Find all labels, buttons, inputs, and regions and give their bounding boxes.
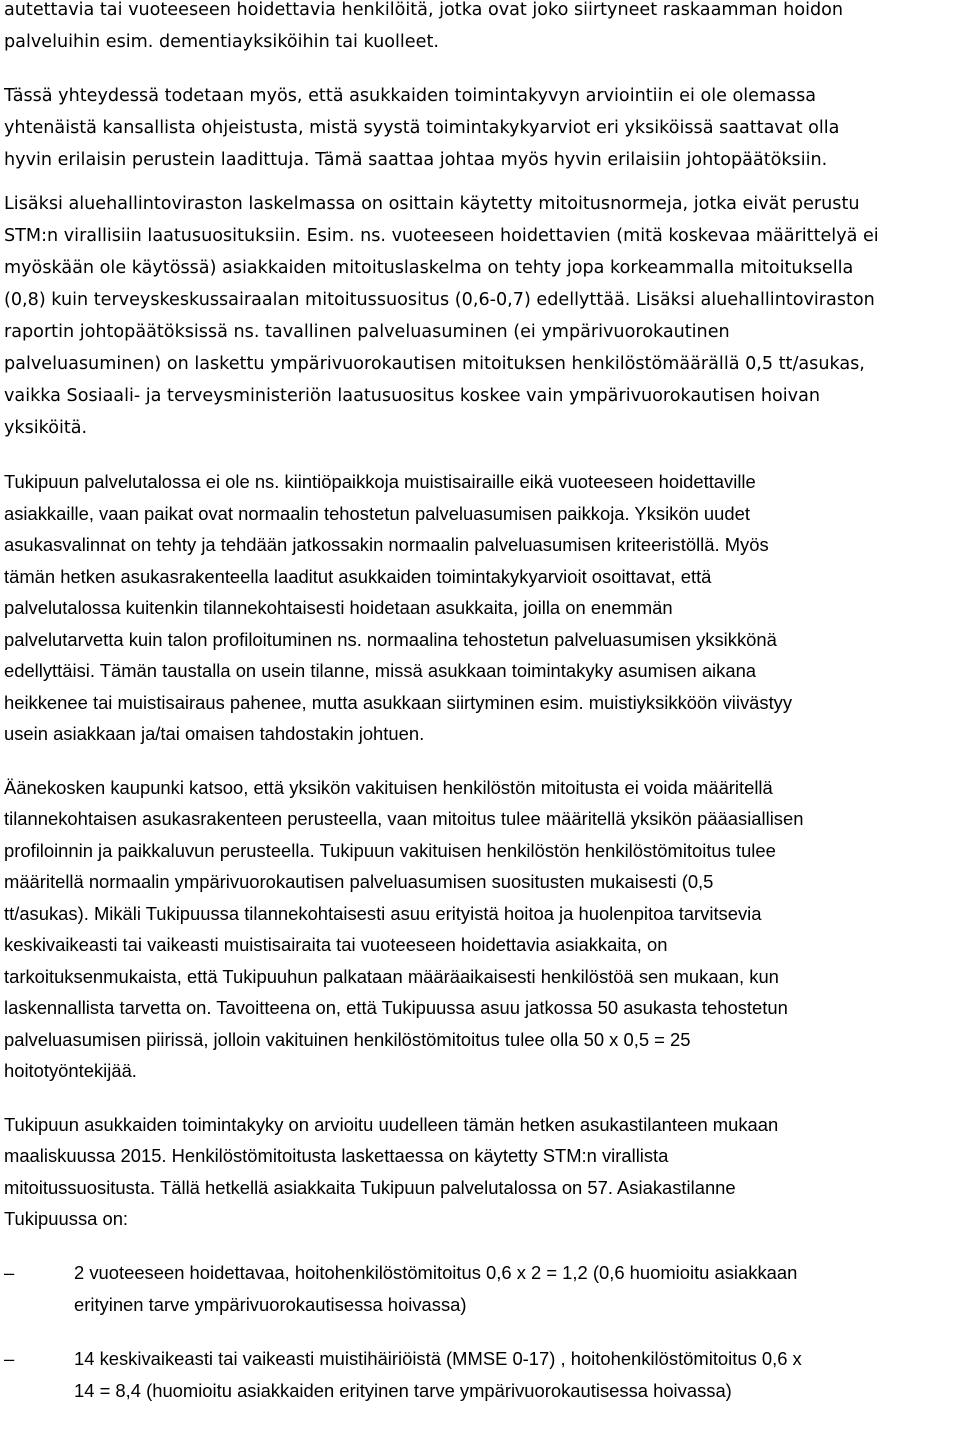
document-page — [4, 0, 956, 1429]
text-line: 14 keskivaikeasti tai vaikeasti muistihäiriöistä (MMSE 0-17) , hoitohenkilöstömitoitus 0,6 x — [74, 1347, 802, 1369]
text-line: määritellä normaalin ympärivuorokautisen palveluasumisen suositusten mukaisesti (0,5 — [4, 871, 714, 892]
text-line: tämän hetken asukasrakenteella laaditut asukkaiden toimintakykyarvioit osoittavat, että — [4, 565, 712, 587]
paragraph-4 — [4, 466, 956, 750]
text-line: Tukipuun asukkaiden toimintakyky on arvioitu uudelleen tämän hetken asukastilanteen mukaan — [4, 1113, 779, 1135]
text-line: Äänekosken kaupunki katsoo, että yksikön vakituisen henkilöstön mitoitusta ei voida määritellä — [4, 776, 773, 798]
text-line: Tässä yhteydessä todetaan myös, että asukkaiden toimintakyvyn arviointiin ei ole olemassa — [4, 86, 817, 106]
dash-bullet-icon: – — [4, 1261, 15, 1283]
text-line: myöskään ole käytössä) asiakkaiden mitoituslaskelma on tehty jopa korkeammalla mitoituksella — [4, 258, 854, 278]
text-line: Tukipuun palvelutalossa ei ole ns. kiintiöpaikkoja muistisairaille eikä vuoteeseen hoidettaville — [4, 471, 756, 492]
paragraph-1 — [4, 0, 956, 58]
text-line: palvelutarvetta kuin talon profiloituminen ns. normaalina tehostetun palveluasumisen yksikkönä — [4, 628, 777, 650]
text-line: heikkenee tai muistisairaus pahenee, mutta asukkaan siirtyminen esim. muistiyksikköön viivästyy — [4, 691, 793, 713]
list-item — [4, 1343, 956, 1407]
text-line: tt/asukas). Mikäli Tukipuussa tilannekohtaisesti asuu erityistä hoitoa ja huolenpitoa tarvitsevia — [4, 902, 762, 924]
text-line: profiloinnin ja paikkaluvun perusteella. Tukipuun vakituisen henkilöstön henkilöstömitoitus tulee — [4, 839, 776, 861]
text-line: hyvin erilaisin perustein laadittuja. Tämä saattaa johtaa myös hyvin erilaisiin johtopäätöksiin. — [4, 150, 828, 170]
text-line: (0,8) kuin terveyskeskussairaalan mitoitussuositus (0,6-0,7) edellyttää. Lisäksi aluehallintoviraston — [4, 290, 875, 310]
text-line: hoitotyöntekijää. — [4, 1060, 137, 1081]
text-line: laskennallista tarvetta on. Tavoitteena on, että Tukipuussa asuu jatkossa 50 asukasta tehostetun — [4, 997, 788, 1018]
paragraph-5 — [4, 772, 956, 1087]
text-line: asiakkaille, vaan paikat ovat normaalin tehostetun palveluasumisen paikkoja. Yksikön uudet — [4, 502, 750, 524]
text-line: raportin johtopäätöksissä ns. tavallinen palveluasuminen (ei ympärivuorokautinen — [4, 322, 730, 342]
text-line: vaikka Sosiaali- ja terveysministeriön laatusuositus koskee vain ympärivuorokautisen hoivan — [4, 386, 821, 406]
text-line: erityinen tarve ympärivuorokautisessa hoivassa) — [74, 1293, 467, 1315]
text-line: 14 = 8,4 (huomioitu asiakkaiden erityinen tarve ympärivuorokautisessa hoivassa) — [74, 1379, 732, 1401]
text-line: edellyttäisi. Tämän taustalla on usein tilanne, missä asukkaan toimintakyky asumisen aikana — [4, 660, 757, 681]
text-line: palveluihin esim. dementiayksiköihin tai kuolleet. — [4, 32, 439, 52]
text-line: Tukipuussa on: — [4, 1208, 129, 1229]
text-line: STM:n virallisiin laatusuosituksiin. Esim. ns. vuoteeseen hoidettavien (mitä koskevaa määrittelyä ei — [4, 226, 879, 246]
text-line: autettavia tai vuoteeseen hoidettavia henkilöitä, jotka ovat joko siirtyneet raskaamman hoidon — [4, 0, 844, 20]
bullet-list — [4, 1257, 956, 1407]
text-line: yhtenäistä kansallista ohjeistusta, mistä syystä toimintakykyarviot eri yksiköissä saattavat olla — [4, 118, 840, 138]
text-line: Lisäksi aluehallintoviraston laskelmassa on osittain käytetty mitoitusnormeja, jotka eivät perustu — [4, 194, 860, 214]
text-line: tarkoituksenmukaista, että Tukipuuhun palkataan määräaikaisesti henkilöstöä sen mukaan, kun — [4, 965, 779, 987]
text-line: palveluasumisen piirissä, jolloin vakituinen henkilöstömitoitus tulee olla 50 x 0,5 = 25 — [4, 1028, 691, 1050]
paragraph-3 — [4, 188, 956, 444]
text-line: palveluasuminen) on laskettu ympärivuorokautisen mitoituksen henkilöstömäärällä 0,5 tt/asukas, — [4, 354, 865, 374]
text-line: mitoitussuositusta. Tällä hetkellä asiakkaita Tukipuun palvelutalossa on 57. Asiakastilanne — [4, 1176, 736, 1198]
paragraph-6 — [4, 1109, 956, 1235]
text-line: keskivaikeasti tai vaikeasti muistisairaita tai vuoteeseen hoidettavia asiakkaita, on — [4, 934, 668, 955]
dash-bullet-icon: – — [4, 1347, 15, 1369]
text-line: usein asiakkaan ja/tai omaisen tahdostakin johtuen. — [4, 723, 425, 744]
text-line: yksiköitä. — [4, 418, 88, 438]
paragraph-2 — [4, 80, 956, 176]
list-item — [4, 1257, 956, 1321]
text-line: palvelutalossa kuitenkin tilannekohtaisesti hoidetaan asukkaita, joilla on enemmän — [4, 597, 673, 618]
text-line: asukasvalinnat on tehty ja tehdään jatkossakin normaalin palveluasumisen kriteeristöllä. Myös — [4, 534, 769, 555]
text-line: maaliskuussa 2015. Henkilöstömitoitusta laskettaessa on käytetty STM:n virallista — [4, 1145, 669, 1166]
text-line: 2 vuoteeseen hoidettavaa, hoitohenkilöstömitoitus 0,6 x 2 = 1,2 (0,6 huomioitu asiakkaan — [74, 1261, 798, 1283]
text-line: tilannekohtaisen asukasrakenteen perusteella, vaan mitoitus tulee määritellä yksikön pääasiallisen — [4, 808, 804, 829]
